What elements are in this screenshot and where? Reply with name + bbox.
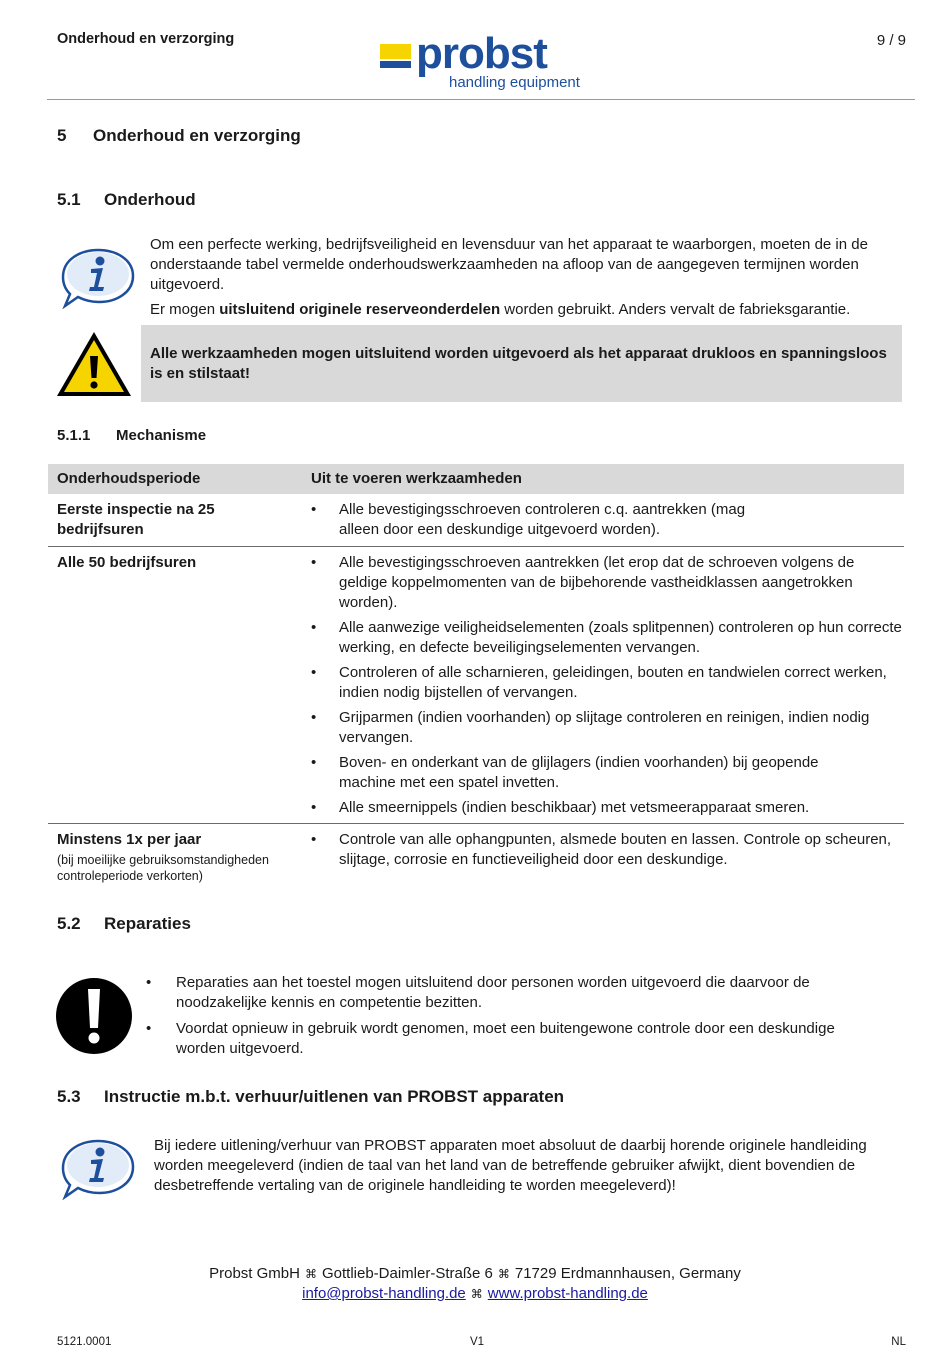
header-title: Onderhoud en verzorging xyxy=(57,31,235,47)
section-title: Onderhoud xyxy=(104,190,196,209)
section-5-1-heading xyxy=(57,190,196,210)
document-number: 5121.0001 xyxy=(57,1336,112,1348)
column-header-tasks: Uit te voeren werkzaamheden xyxy=(311,470,522,487)
website-link[interactable]: www.probst-handling.de xyxy=(487,1285,648,1302)
list-item: • Controleren of alle scharnieren, geleidingen, bouten en tandwielen correct werken, indien nodig bijstellen of vervangen. xyxy=(302,663,904,703)
list-item: • Alle smeernippels (indien beschikbaar) met vetsmeerapparaat smeren. xyxy=(302,798,904,818)
parts-text-pre: Er mogen xyxy=(150,301,220,318)
repair-list xyxy=(146,973,886,1065)
list-item: • Grijparmen (indien voorhanden) op slijtage controleren en reinigen, indien nodig vervangen. xyxy=(302,708,904,748)
section-5-3-heading xyxy=(57,1087,564,1107)
maintenance-table xyxy=(48,464,904,890)
list-item: • Reparaties aan het toestel mogen uitsluitend door personen worden uitgevoerd die daarvoor de noodzakelijke kennis en competentie bezitten. xyxy=(146,973,886,1013)
logo-word: probst xyxy=(416,29,547,78)
period-cell: Alle 50 bedrijfsuren xyxy=(57,554,197,571)
task-list xyxy=(302,553,904,818)
section-number: 5.2 xyxy=(57,914,81,933)
section-5-2-heading xyxy=(57,914,191,934)
table-row xyxy=(48,824,904,890)
table-header xyxy=(48,464,904,494)
maintenance-info-text: Om een perfecte werking, bedrijfsveiligheid en levensduur van het apparaat te waarborgen, moeten de in de onderstaande tabel vermelde onderhoudswerkzaamheden na afloop van de aangegeven termijnen worden uitgevoerd. xyxy=(150,236,868,293)
email-link[interactable]: info@probst-handling.de xyxy=(302,1285,466,1302)
logo-mark xyxy=(380,44,411,68)
rental-instruction-text: Bij iedere uitlening/verhuur van PROBST apparaten moet absoluut de daarbij horende originele handleiding worden meegeleverd (indien de taal van het land van de betreffende gebruiker afwijkt, dient bovendien de desbetreffende vertaling van de originele handleiding te worden meegeleverd)! xyxy=(154,1137,867,1194)
footer-street: Gottlieb-Daimler-Straße 6 xyxy=(321,1265,493,1282)
document-version: V1 xyxy=(470,1336,485,1348)
task-list xyxy=(302,500,904,540)
section-5-1-1-heading xyxy=(57,426,206,446)
footer-city: 71729 Erdmannhausen, Germany xyxy=(514,1265,741,1282)
section-number: 5.3 xyxy=(57,1087,81,1106)
table-row xyxy=(48,494,904,547)
list-item: • Controle van alle ophangpunten, alsmede bouten en lassen. Controle op scheuren, slijtage, corrosie en functieveiligheid door een deskundige. xyxy=(302,830,904,870)
section-title: Reparaties xyxy=(104,914,191,933)
column-header-period: Onderhoudsperiode xyxy=(57,470,201,487)
list-item: • Alle bevestigingsschroeven aantrekken (let erop dat de schroeven volgens de geldige koppelmomenten van de bijbehorende vastheidklassen aangetrokken worden). xyxy=(302,553,904,613)
page-number: 9 / 9 xyxy=(876,32,906,49)
period-note: (bij moeilijke gebruiksomstandigheden controleperiode verkorten) xyxy=(57,853,269,883)
warning-box: Alle werkzaamheden mogen uitsluitend worden uitgevoerd als het apparaat drukloos en spanningsloos is en stilstaat! xyxy=(141,325,902,402)
tasks-cell xyxy=(288,494,904,546)
section-title: Instructie m.b.t. verhuur/uitlenen van PROBST apparaten xyxy=(104,1087,565,1106)
section-number: 5 xyxy=(57,126,67,145)
list-item: • Voordat opnieuw in gebruik wordt genomen, moet een buitengewone controle door een deskundige worden uitgevoerd. xyxy=(146,1019,886,1059)
separator-icon: ⌘ xyxy=(497,1267,510,1281)
parts-text-post: worden gebruikt. Anders vervalt de fabrieksgarantie. xyxy=(500,301,851,318)
probst-logo xyxy=(380,29,592,96)
footer-address xyxy=(0,1264,950,1284)
footer-contact xyxy=(0,1284,950,1304)
period-cell xyxy=(48,824,288,890)
logo-subtitle: handling equipment xyxy=(449,74,580,91)
section-number: 5.1 xyxy=(57,190,81,209)
separator-icon: ⌘ xyxy=(470,1287,483,1301)
info-icon xyxy=(55,247,137,309)
separator-icon: ⌘ xyxy=(304,1267,317,1281)
table-row xyxy=(48,547,904,824)
period-cell: Eerste inspectie na 25 bedrijfsuren xyxy=(57,501,215,538)
info-icon xyxy=(55,1138,137,1200)
section-number: 5.1.1 xyxy=(57,427,91,444)
section-title: Onderhoud en verzorging xyxy=(93,126,301,145)
parts-text-bold: uitsluitend originele reserveonderdelen xyxy=(219,301,501,318)
section-5-heading xyxy=(57,126,301,146)
tasks-cell xyxy=(288,824,904,890)
list-item: • Alle bevestigingsschroeven controleren c.q. aantrekken (mag alleen door een deskundige uitgevoerd worden). xyxy=(302,500,904,540)
list-item: • Boven- en onderkant van de glijlagers (indien voorhanden) bij geopende machine met een spatel invetten. xyxy=(302,753,904,793)
original-parts-notice xyxy=(150,300,890,320)
period-label: Minstens 1x per jaar xyxy=(57,831,202,848)
list-item: • Alle aanwezige veiligheidselementen (zoals splitpennen) controleren op hun correcte werking, en defecte beveiligingselementen vervangen. xyxy=(302,618,904,658)
tasks-cell xyxy=(288,547,904,823)
exclamation-icon xyxy=(55,977,133,1055)
footer-company: Probst GmbH xyxy=(209,1265,300,1282)
section-title: Mechanisme xyxy=(116,427,207,444)
warning-icon xyxy=(55,329,133,399)
document-language: NL xyxy=(891,1336,906,1348)
header-divider xyxy=(47,99,915,100)
task-list xyxy=(302,830,904,870)
